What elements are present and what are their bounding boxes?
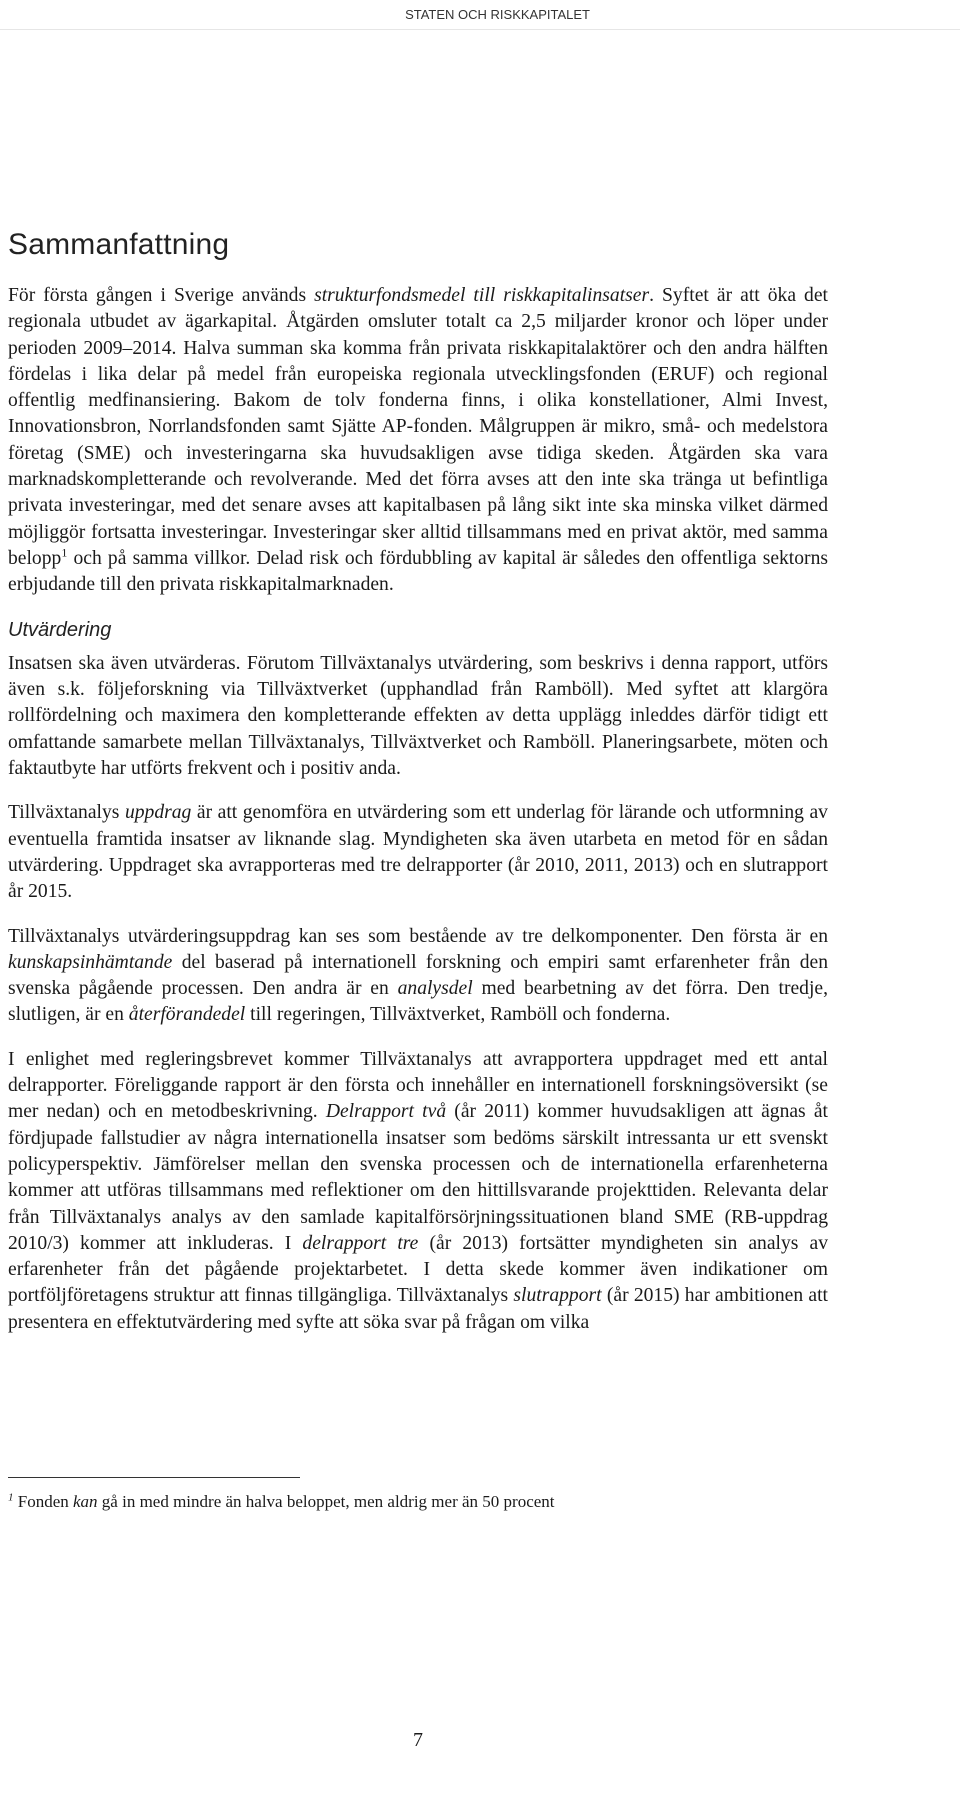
p3-text-1: Tillväxtanalys utvärderingsuppdrag kan ses som bestående av tre delkomponenter. Den första är en	[8, 925, 828, 947]
footnote-emphasis: kan	[73, 1492, 98, 1511]
p3-text-3: med bearbetning av det förra. Den tredje, slutligen, är en	[8, 978, 828, 1026]
document-page	[8, 0, 828, 1811]
p4-text-1: I enlighet med regleringsbrevet kommer Tillväxtanalys att avrapportera uppdraget med ett antal delrapporter. Föreliggande rapport är den första och innehåller en internationell forskningsöversikt (se mer nedan) och en metodbeskrivning.	[8, 1048, 828, 1123]
intro-paragraph	[8, 283, 828, 599]
footnote-text-2: gå in med mindre än halva beloppet, men aldrig mer än 50 procent	[97, 1492, 555, 1511]
p2-text-2: är att genomföra en utvärdering som ett underlag för lärande och utformning av eventuella framtida insatser av liknande slag. Myndigheten ska även utarbeta en metod för en sådan utvärdering. Uppdraget ska avrapporteras med tre delrapporter (år 2010, 2011, 2013) och en slutrapport år 2015.	[8, 802, 828, 903]
footnote-text-1: Fonden	[13, 1492, 73, 1511]
intro-emphasis: strukturfondsmedel till riskkapitalinsatser	[314, 285, 650, 306]
running-header-title: STATEN OCH RISKKAPITALET	[405, 7, 590, 22]
p4-emphasis-3: slutrapport	[513, 1285, 602, 1307]
p3-emphasis-3: återförandedel	[128, 1004, 246, 1026]
paragraph-2	[8, 800, 828, 905]
paragraph-1: Insatsen ska även utvärderas. Förutom Tillväxtanalys utvärdering, som beskrivs i denna rapport, utförs även s.k. följeforskning via Tillväxtverket (upphandlad från Ramböll). Med syftet att klargöra rollfördelning och maximera den kompletterande effekten av detta upplägg inleddes därför tidigt ett omfattande samarbete mellan Tillväxtanalys, Tillväxtverket och Ramböll. Planeringsarbete, möten och faktautbyte har utförts frekvent och i positiv anda.	[8, 652, 828, 780]
p3-text-2: del baserad på internationell forskning och empiri samt erfarenheter från den svenska pågående processen. Den andra är en	[8, 951, 828, 1000]
body-text	[8, 283, 828, 1354]
p3-emphasis-2: analysdel	[397, 978, 473, 1000]
p3-emphasis-1: kunskapsinhämtande	[8, 951, 173, 973]
p4-text-2: (år 2011) kommer huvudsakligen att ägnas åt fördjupade fallstudier av några internationella insatser som bedöms särskilt intressanta ur ett svenskt policyperspektiv. Jämförelser mellan den svenska processen och de internationella erfarenheterna kommer att utföras tillsammans med reflektioner om den hittillsvarande projekttiden. Relevanta delar från Tillväxtanalys analys av den samlade kapitalförsörjningssituationen bland SME (RB-uppdrag 2010/3) kommer att inkluderas. I	[8, 1101, 829, 1254]
p3-text-4: till regeringen, Tillväxtverket, Ramböll och fonderna.	[245, 1004, 671, 1026]
intro-text-1: För första gången i Sverige används	[8, 285, 315, 306]
paragraph-4	[8, 1047, 828, 1336]
intro-text-2: . Syftet är att öka det regionala utbudet av ägarkapital. Åtgärden omsluter totalt ca 2,5 miljarder kronor och löper under perioden 2009–2014. Halva summan ska komma från privata riskkapitalaktörer och den andra hälften fördelas i lika delar på medel från europeiska regionala utvecklingsfonden (ERUF) och regional offentlig medfinansiering. Bakom de tolv fonderna finns, i olika konstellationer, Almi Invest, Innovationsbron, Norrlandsfonden samt Sjätte AP-fonden. Målgruppen är mikro, små- och medelstora företag (SME) och investeringarna ska huvudsakligen avse tidiga skeden. Åtgärden ska vara marknadskompletterande och revolverande. Med det förra avses att den inte ska tränga ut befintliga privata investeringar, med det senare avses att kapitalbasen på lång sikt inte ska minska vilket därmed möjliggör fortsatta investeringar. Investeringar sker alltid tillsammans med en privat aktör, med samma belopp	[8, 285, 828, 569]
footnote-reference[interactable]: 1	[61, 545, 68, 560]
p4-text-4: (år 2015) har ambitionen att presentera en effektutvärdering med syfte att söka svar på frågan om vilka	[8, 1285, 828, 1333]
p4-emphasis-2: delrapport tre	[302, 1232, 419, 1254]
footnote-divider	[8, 1477, 300, 1478]
p2-emphasis: uppdrag	[124, 802, 192, 824]
p2-text-1: Tillväxtanalys	[8, 802, 125, 824]
footnote	[8, 1491, 828, 1513]
intro-text-3: och på samma villkor. Delad risk och fördubbling av kapital är således den offentliga sektorns erbjudande till den privata riskkapitalmarknaden.	[8, 547, 828, 596]
paragraph-3	[8, 924, 828, 1029]
page-title: Sammanfattning	[8, 228, 230, 261]
section-heading-utvardering: Utvärdering	[8, 618, 112, 641]
p4-text-3: (år 2013) fortsätter myndigheten sin analys av erfarenheter från det pågående projektarbetet. I detta skede kommer även indikationer om portföljföretagens struktur att finnas tillgängliga. Tillväxtanalys	[8, 1232, 829, 1307]
footnote-mark: 1	[8, 1491, 14, 1504]
p4-emphasis-1: Delrapport två	[325, 1101, 447, 1123]
page-number: 7	[413, 1729, 423, 1751]
